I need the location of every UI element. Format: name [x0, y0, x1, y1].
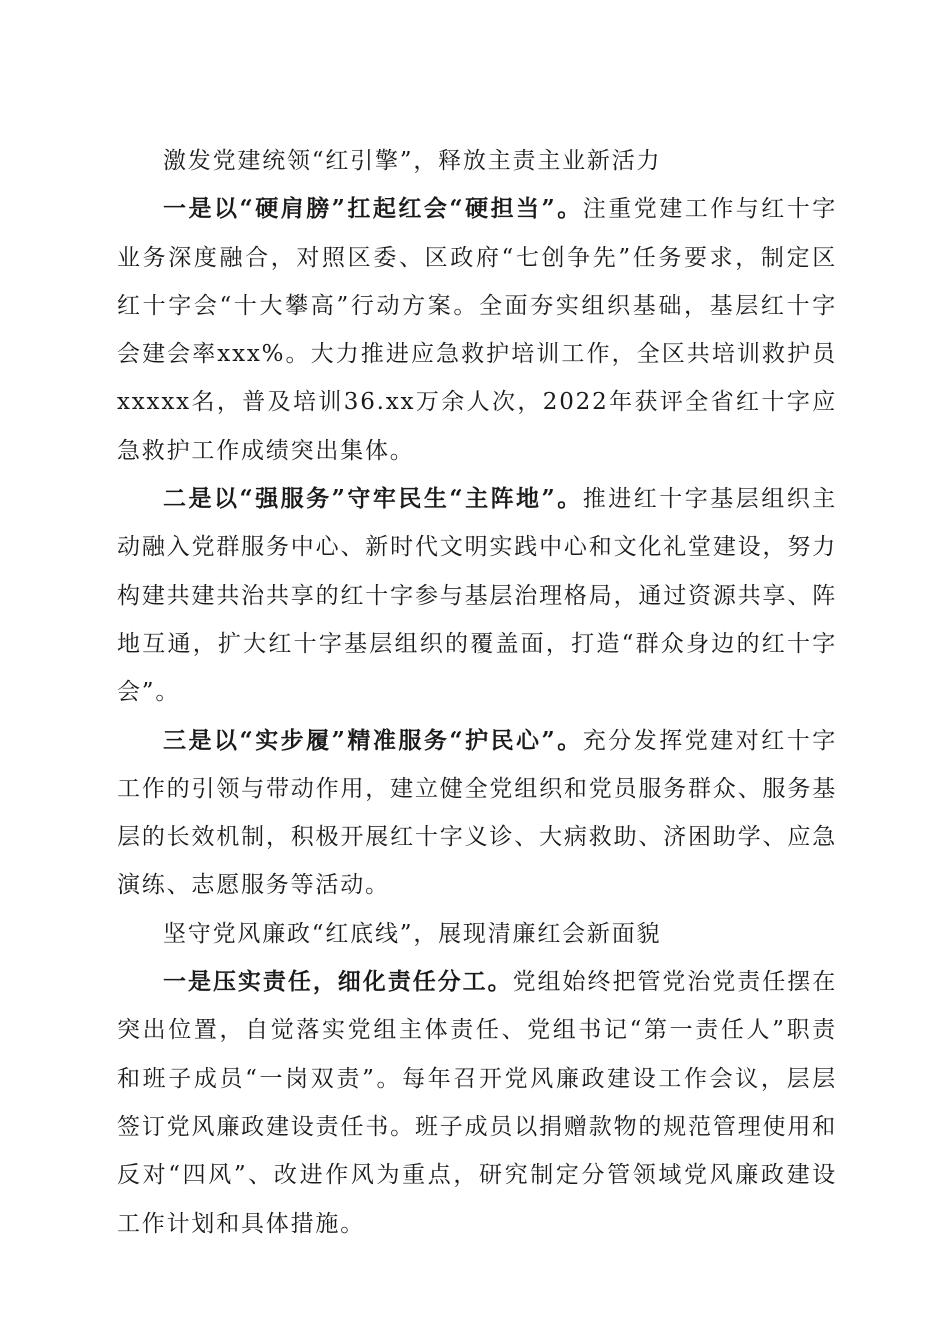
paragraph-body: 党组始终把管党治党责任摆在突出位置，自觉落实党组主体责任、党组书记“第一责任人”职责和班子成员“一岗双责”。每年召开党风廉政建设工作会议，层层签订党风廉政建设责任书。班子成员以捐赠款物的规范管理使用和反对“四风”、改进作风为重点，研究制定分管领域党风廉政建设工作计划和具体措施。 [117, 969, 838, 1237]
paragraph [117, 958, 837, 1248]
paragraph-body: 推进红十字基层组织主动融入党群服务中心、新时代文明实践中心和文化礼堂建设，努力构建共建共治共享的红十字参与基层治理格局，通过资源共享、阵地互通，扩大红十字基层组织的覆盖面，打造“群众身边的红十字会”。 [117, 486, 837, 706]
paragraph-lead: 一是以“硬肩膀”扛起红会“硬担当”。 [163, 195, 583, 223]
paragraph-lead: 一是压实责任，细化责任分工。 [163, 968, 513, 996]
paragraph-lead: 二是以“强服务”守牢民生“主阵地”。 [163, 485, 583, 513]
section-heading: 坚守党风廉政“红底线”，展现清廉红会新面貌 [163, 920, 662, 947]
document-page [117, 137, 837, 1248]
paragraph [117, 475, 837, 716]
paragraph-body: 注重党建工作与红十字业务深度融合，对照区委、区政府“七创争先”任务要求，制定区红十字会“十大攀高”行动方案。全面夯实组织基础，基层红十字会建会率xxx%。大力推进应急救护培训工作，全区共培训救护员xxxxx名，普及培训36.xx万余人次，2022年获评全省红十字应急救护工作成绩突出集体。 [117, 196, 837, 464]
section-heading: 激发党建统领“红引擎”，释放主责主业新活力 [163, 148, 662, 174]
paragraph-body: 充分发挥党建对红十字工作的引领与带动作用，建立健全党组织和党员服务群众、服务基层的长效机制，积极开展红十字义诊、大病救助、济困助学、应急演练、志愿服务等活动。 [117, 727, 837, 899]
paragraph [117, 717, 837, 910]
paragraph-lead: 三是以“实步履”精准服务“护民心”。 [163, 726, 583, 754]
paragraph [117, 185, 837, 475]
